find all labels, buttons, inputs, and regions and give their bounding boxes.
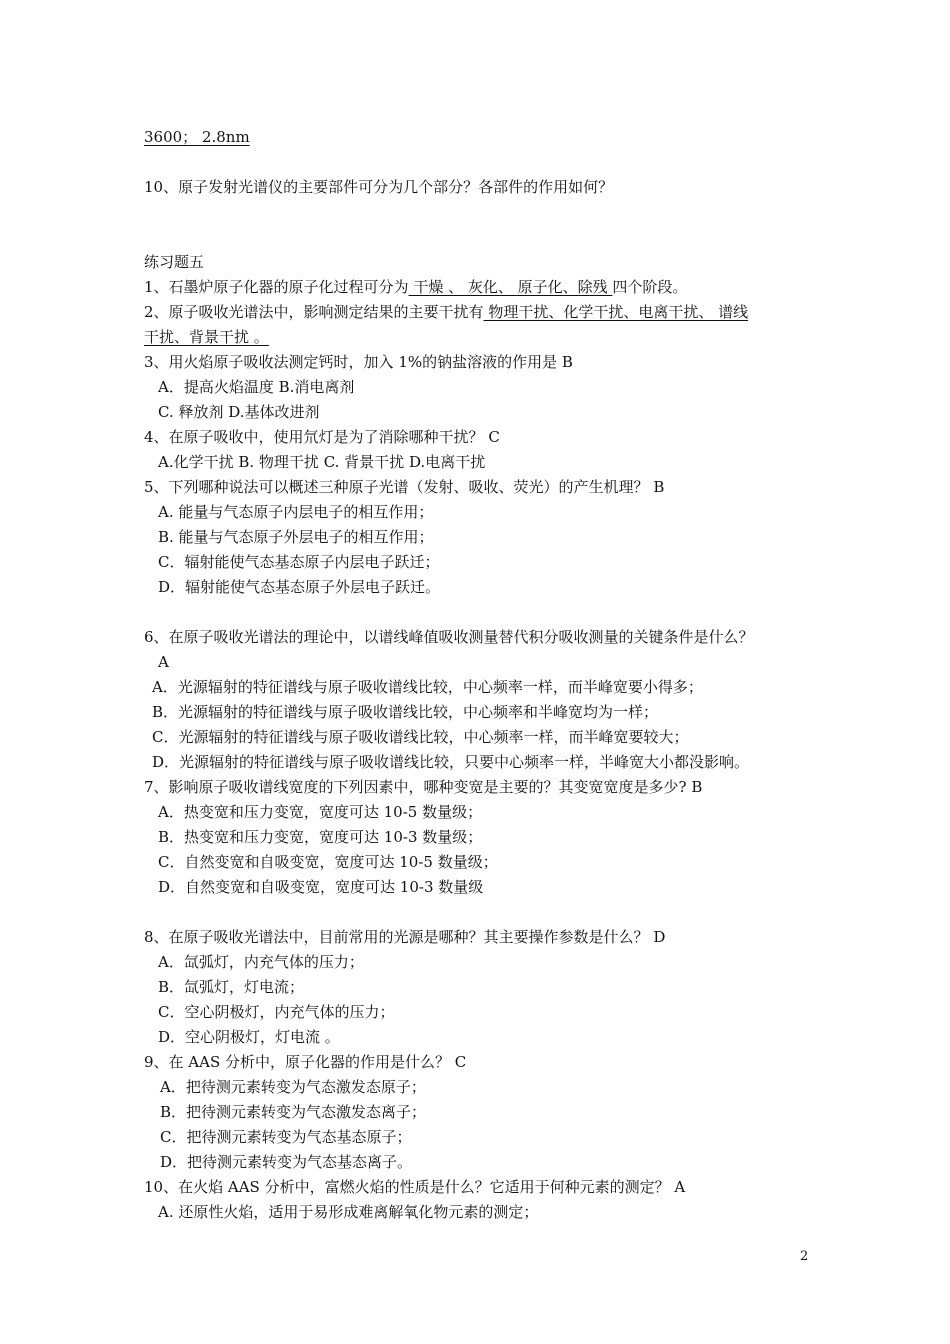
question-9-option-d: D．把待测元素转变为气态基态离子。 (160, 1153, 413, 1171)
question-1-suffix: 四个阶段。 (612, 278, 688, 296)
question-5: 5、下列哪种说法可以概述三种原子光谱（发射、吸收、荧光）的产生机理？ B (144, 478, 665, 496)
question-6-option-a: A．光源辐射的特征谱线与原子吸收谱线比较，中心频率一样，而半峰宽要小得多； (152, 678, 703, 696)
question-4: 4、在原子吸收中，使用氘灯是为了消除哪种干扰？ C (144, 428, 500, 446)
question-10: 10、在火焰 AAS 分析中，富燃火焰的性质是什么？它适用于何种元素的测定？ A (144, 1178, 686, 1196)
page-number: 2 (800, 1249, 809, 1264)
question-7-option-c: C．自然变宽和自吸变宽，宽度可达 10-5 数量级； (158, 853, 498, 871)
question-5-option-c: C．辐射能使气态基态原子内层电子跃迁； (158, 553, 440, 571)
question-3-options-ab: A．提高火焰温度 B.消电离剂 (158, 378, 355, 396)
question-8-option-d: D．空心阴极灯，灯电流 。 (158, 1028, 340, 1046)
question-8-option-c: C．空心阴极灯，内充气体的压力； (158, 1003, 395, 1021)
question-7-option-d: D．自然变宽和自吸变宽，宽度可达 10-3 数量级 (158, 878, 484, 896)
question-9-option-a: A．把待测元素转变为气态激发态原子； (160, 1078, 426, 1096)
question-10-prev: 10、原子发射光谱仪的主要部件可分为几个部分？各部件的作用如何？ (144, 178, 614, 196)
question-7-option-a: A．热变宽和压力变宽，宽度可达 10-5 数量级； (158, 803, 483, 821)
question-5-option-b: B. 能量与气态原子外层电子的相互作用； (158, 528, 434, 546)
question-1 (144, 277, 687, 297)
question-7-option-b: B．热变宽和压力变宽，宽度可达 10-3 数量级； (158, 828, 483, 846)
question-8: 8、在原子吸收光谱法中，目前常用的光源是哪种？其主要操作参数是什么？ D (144, 928, 666, 946)
question-1-prefix: 1、石墨炉原子化器的原子化过程可分为 (144, 278, 409, 296)
question-5-option-d: D．辐射能使气态基态原子外层电子跃迁。 (158, 578, 441, 596)
question-2 (144, 302, 748, 322)
question-2-answer-cont: 干扰、背景干扰 。 (144, 328, 269, 346)
question-9: 9、在 AAS 分析中，原子化器的作用是什么？ C (144, 1053, 467, 1071)
question-8-option-a: A．氙弧灯，内充气体的压力； (158, 953, 364, 971)
question-6-answer: A (158, 653, 169, 671)
question-3: 3、用火焰原子吸收法测定钙时，加入 1%的钠盐溶液的作用是 B (144, 353, 573, 371)
answer-line: 3600； 2.8nm (144, 128, 250, 146)
question-1-answer: 干燥 、 灰化、 原子化、除残 (408, 278, 613, 296)
question-6-option-d: D．光源辐射的特征谱线与原子吸收谱线比较，只要中心频率一样，半峰宽大小都没影响。 (152, 753, 750, 771)
question-6-option-c: C．光源辐射的特征谱线与原子吸收谱线比较，中心频率一样，而半峰宽要较大； (152, 728, 689, 746)
question-9-option-c: C．把待测元素转变为气态基态原子； (160, 1128, 412, 1146)
question-9-option-b: B．把待测元素转变为气态激发态离子； (160, 1103, 427, 1121)
question-2-prefix: 2、原子吸收光谱法中，影响测定结果的主要干扰有 (144, 303, 484, 321)
question-5-option-a: A. 能量与气态原子内层电子的相互作用； (158, 503, 434, 521)
question-8-option-b: B．氙弧灯，灯电流； (158, 978, 305, 996)
question-3-options-cd: C. 释放剂 D.基体改进剂 (158, 403, 320, 421)
section-title: 练习题五 (144, 253, 205, 271)
question-10-option-a: A. 还原性火焰，适用于易形成难离解氧化物元素的测定； (158, 1203, 539, 1221)
question-2-answer: 物理干扰、化学干扰、电离干扰、 谱线 (483, 303, 749, 321)
question-4-options: A.化学干扰 B. 物理干扰 C. 背景干扰 D.电离干扰 (158, 453, 486, 471)
question-6-option-b: B．光源辐射的特征谱线与原子吸收谱线比较，中心频率和半峰宽均为一样； (152, 703, 659, 721)
question-7: 7、影响原子吸收谱线宽度的下列因素中，哪种变宽是主要的？其变宽宽度是多少? B (144, 778, 703, 796)
question-6: 6、在原子吸收光谱法的理论中，以谱线峰值吸收测量替代积分吸收测量的关键条件是什么？ (144, 628, 754, 646)
